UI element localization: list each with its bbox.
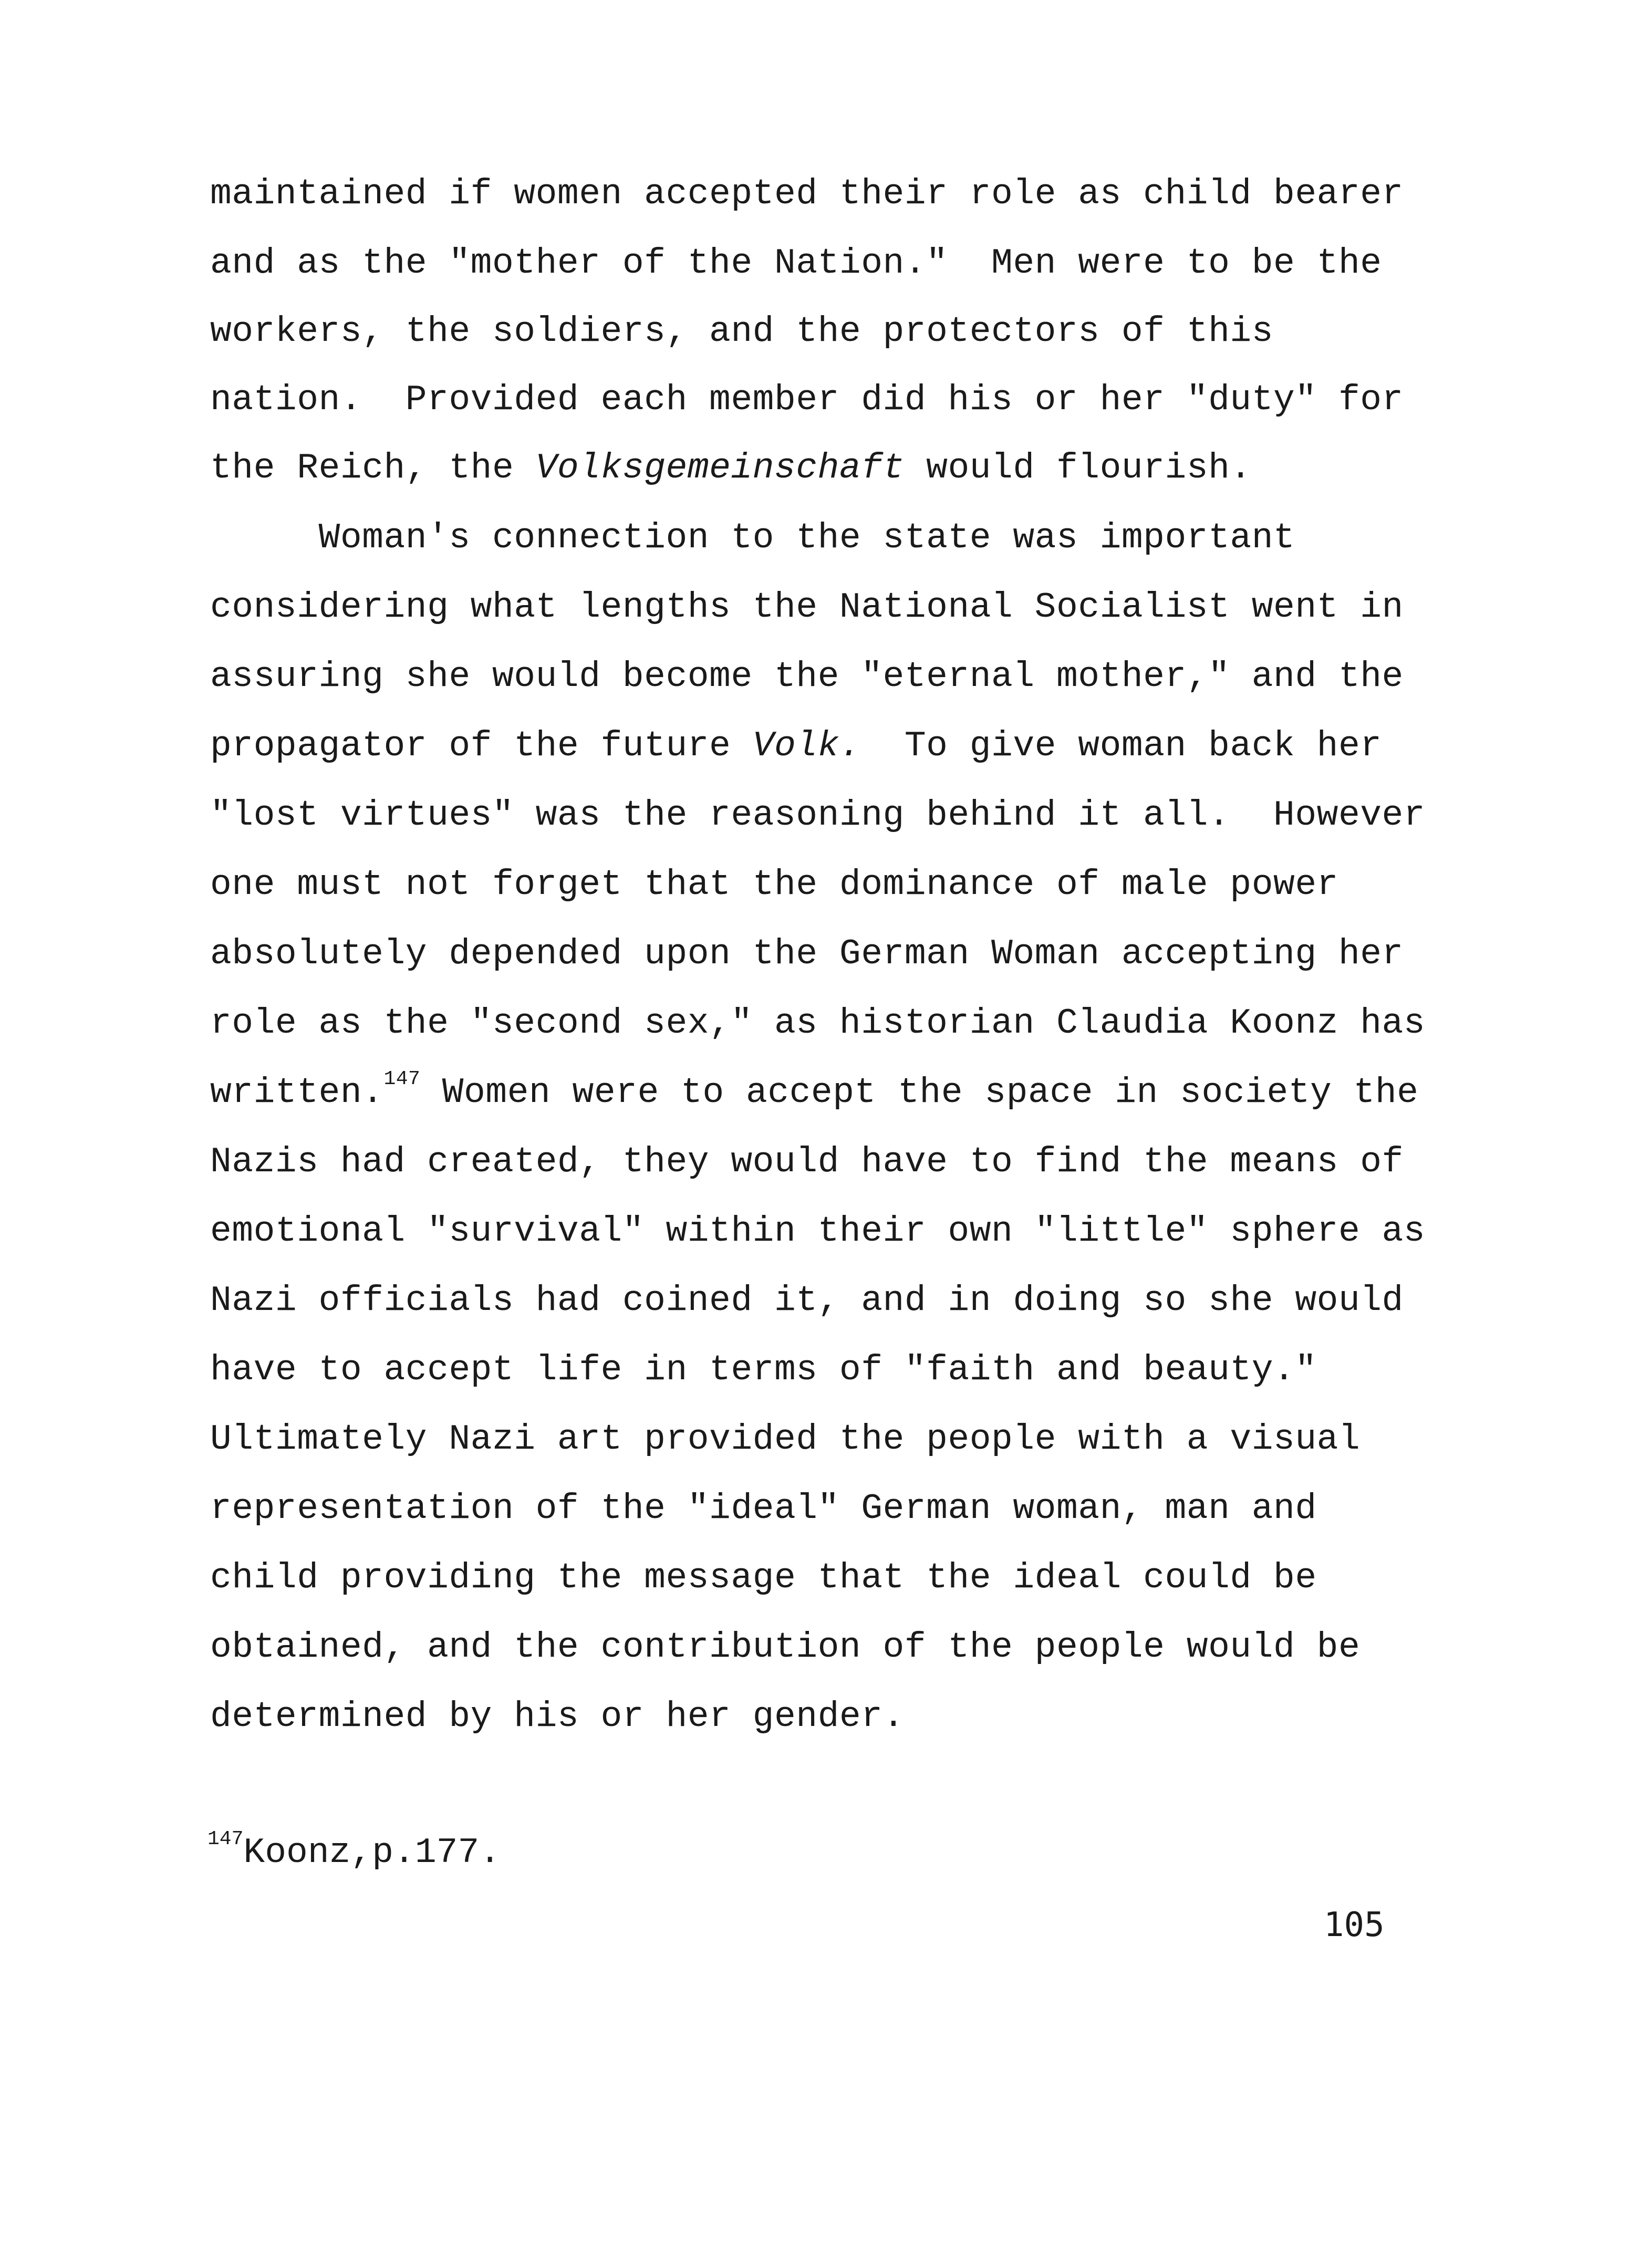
text-segment: would flourish.: [904, 448, 1252, 488]
text-line: role as the "second sex," as historian Claudia Koonz has: [210, 1003, 1426, 1044]
text-line: Nazis had created, they would have to find the means of: [210, 1142, 1404, 1182]
text-segment: Women were to accept the space in society the: [420, 1073, 1419, 1113]
text-line: Woman's connection to the state was important: [210, 518, 1295, 558]
text-line: considering what lengths the National Socialist went in: [210, 587, 1404, 628]
text-line: Nazi officials had coined it, and in doing so she would: [210, 1281, 1404, 1321]
text-line: child providing the message that the ideal could be: [210, 1558, 1317, 1598]
text-segment: To give woman back her: [861, 726, 1382, 766]
italic-term-volksgemeinschaft: Volksgemeinschaft: [535, 448, 905, 488]
text-line: absolutely depended upon the German Woman accepting her: [210, 934, 1404, 974]
italic-term-volk: Volk.: [752, 726, 861, 766]
text-line: have to accept life in terms of "faith and beauty.": [210, 1350, 1317, 1390]
text-line: workers, the soldiers, and the protectors of this: [210, 311, 1274, 352]
text-segment: written.: [210, 1073, 384, 1113]
text-line: maintained if women accepted their role as child bearer: [210, 174, 1404, 214]
text-line: determined by his or her gender.: [210, 1697, 905, 1737]
text-line: one must not forget that the dominance of male power: [210, 865, 1338, 905]
text-line: and as the "mother of the Nation." Men were to be the: [210, 243, 1382, 284]
text-line: assuring she would become the "eternal mother," and the: [210, 657, 1404, 697]
footnote: [207, 1828, 501, 1874]
text-line: [210, 725, 1382, 767]
text-line: Ultimately Nazi art provided the people with a visual: [210, 1419, 1361, 1460]
page-number: 105: [1324, 1906, 1385, 1944]
text-line: "lost virtues" was the reasoning behind it all. However: [210, 795, 1426, 836]
text-segment: the Reich, the: [210, 448, 536, 488]
text-line: [210, 1068, 1419, 1114]
text-line: representation of the "ideal" German woman, man and: [210, 1489, 1317, 1529]
footnote-number: 147: [207, 1828, 244, 1850]
text-line: obtained, and the contribution of the people would be: [210, 1627, 1361, 1668]
text-line: [210, 448, 1252, 490]
footnote-reference: 147: [383, 1068, 421, 1090]
text-segment: propagator of the future: [210, 726, 753, 766]
text-line: nation. Provided each member did his or her "duty" for: [210, 380, 1404, 420]
text-line: emotional "survival" within their own "little" sphere as: [210, 1211, 1426, 1252]
footnote-text: Koonz,p.177.: [243, 1833, 501, 1873]
